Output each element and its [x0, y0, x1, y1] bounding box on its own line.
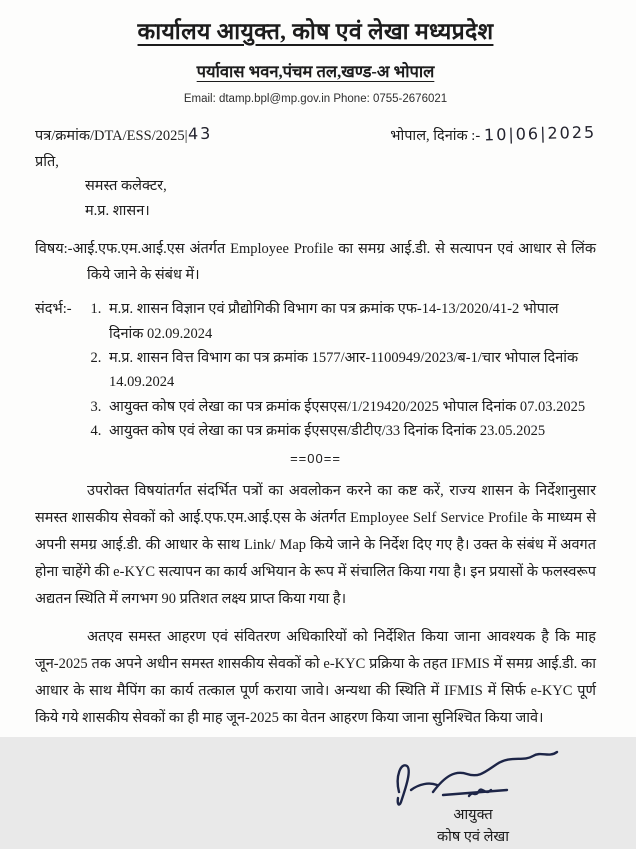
- addressee-block: [35, 151, 596, 223]
- subject-text: आई.एफ.एम.आई.एस अंतर्गत Employee Profile का समग्र आई.डी. से सत्यापन एवं आधार से लिंक किये जाने के संबंध में।: [72, 241, 596, 283]
- signatory-department: कोष एवं लेखा: [436, 829, 510, 846]
- letter-number: [35, 125, 212, 145]
- references-label: संदर्भ:-: [35, 301, 72, 318]
- subject-block: [35, 237, 596, 288]
- letterhead: [35, 14, 596, 105]
- office-address: पर्यावास भवन,पंचम तल,खण्ड-अ भोपाल: [196, 62, 435, 81]
- office-contact: Email: dtamp.bpl@mp.gov.in Phone: 0755-2676021: [183, 93, 448, 105]
- subject-label: विषय:-: [35, 241, 73, 258]
- signature-block: [378, 746, 568, 849]
- signatory-designation: आयुक्त: [453, 806, 493, 823]
- date-handwritten: 10|06|2025: [483, 122, 597, 145]
- addressee-line1: समस्त कलेक्टर,: [85, 178, 167, 195]
- reference-item: 3. आयुक्त कोष एवं लेखा का पत्र क्रमांक ईएसएस/1/219420/2025 भोपाल दिनांक 07.03.2025: [105, 395, 596, 419]
- office-title: कार्यालय आयुक्त, कोष एवं लेखा मध्यप्रदेश: [137, 19, 494, 44]
- letter-number-handwritten: 43: [187, 123, 213, 144]
- reference-item: 2. म.प्र. शासन वित्त विभाग का पत्र क्रमांक 1577/आर-1100949/2023/ब-1/चार भोपाल दिनांक 14.09.2024: [105, 346, 596, 395]
- reference-item: 1. म.प्र. शासन विज्ञान एवं प्रौद्योगिकी विभाग का पत्र क्रमांक एफ-14-13/2020/41-2 भोपाल दिनांक 02.09.2024: [105, 297, 596, 346]
- references-list: [83, 297, 596, 443]
- meta-row: [35, 122, 597, 145]
- salutation: प्रति,: [35, 154, 59, 170]
- place-date: [390, 122, 597, 145]
- addressee-line2: म.प्र. शासन।: [85, 202, 150, 219]
- letter-number-prefix: पत्र/क्रमांक/DTA/ESS/2025|: [35, 128, 188, 144]
- reference-item: 4. आयुक्त कोष एवं लेखा का पत्र क्रमांक ईएसएस/डीटीए/33 दिनांक दिनांक 23.05.2025: [105, 419, 596, 443]
- body-paragraph-2: अतएव समस्त आहरण एवं संवितरण अधिकारियों को निर्देशित किया जाना आवश्यक है कि माह जून-2025 तक अपने अधीन समस्त शासकीय सेवकों को e-KYC प्रक्रिया के तहत IFMIS में समग्र आई.डी. का आधार के साथ मैपिंग का कार्य तत्काल पूर्ण कराया जावे। अन्यथा की स्थिति में IFMIS में सिर्फ e-KYC पूर्ण किये गये शासकीय सेवकों का ही माह जून-2025 का वेतन आहरण किया जाना सुनिश्चित किया जावे।: [35, 629, 596, 726]
- place-date-label: भोपाल, दिनांक :-: [390, 128, 481, 144]
- body-paragraph-1: उपरोक्त विषयांतर्गत संदर्भित पत्रों का अवलोकन करने का कष्ट करें, राज्य शासन के निर्देशानुसार समस्त शासकीय सेवकों को आई.एफ.एम.आई.एस के अंतर्गत Employee Self Service Profile के माध्यम से अपनी समग्र आई.डी. की आधार के साथ Link/ Map किये जाने के निर्देश दिए गए है। उक्त के संबंध में अवगत होना चाहेंगे की e-KYC सत्यापन का कार्य अभियान के रूप में संचालित किया गया है। इन प्रयासों के फलस्वरूप अद्यतन स्थिति में लगभग 90 प्रतिशत लक्ष्य प्राप्त किया गया है।: [35, 483, 596, 607]
- references-block: [35, 297, 596, 443]
- section-divider: ==00==: [290, 451, 341, 467]
